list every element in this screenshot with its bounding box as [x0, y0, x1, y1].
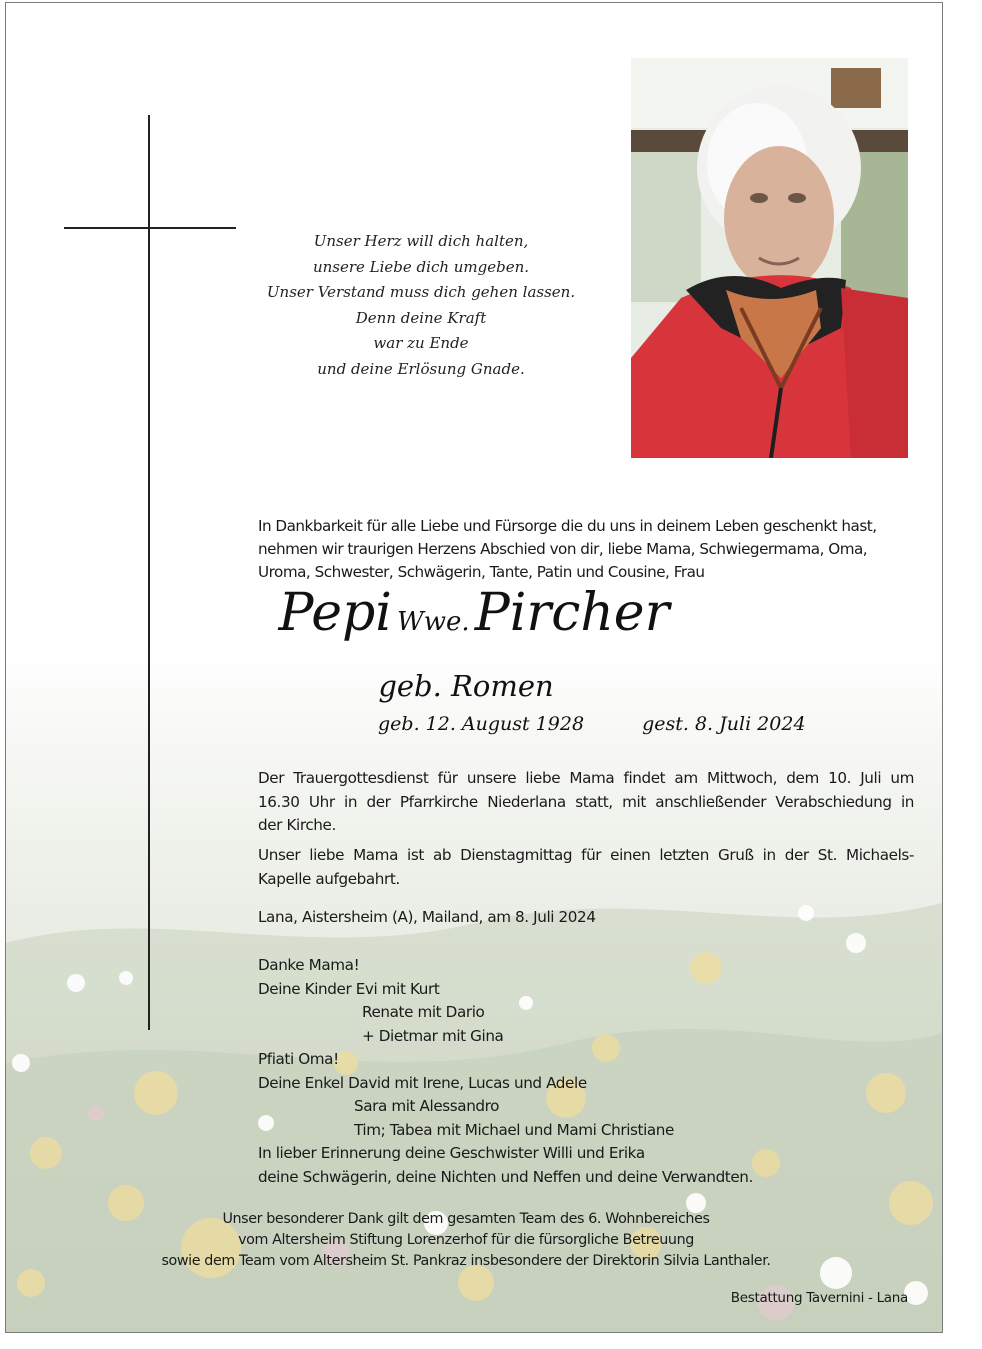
viewing-line: Unser liebe Mama ist ab Dienstagmittag für einen letzten Gruß in der St. Michaels-	[258, 846, 914, 864]
grandchildren-intro: Pfiati Oma!	[258, 1050, 339, 1068]
service-info	[258, 767, 914, 838]
intro-line: nehmen wir traurigen Herzens Abschied von dir, liebe Mama, Schwiegermama, Oma,	[258, 540, 868, 558]
intro-text	[258, 515, 918, 584]
grandchildren-label: Deine Enkel David mit Irene, Lucas und Adele	[258, 1073, 587, 1092]
grandchild-entry: Sara mit Alessandro	[354, 1097, 500, 1115]
intro-line: In Dankbarkeit für alle Liebe und Fürsorge die du uns in deinem Leben geschenkt hast,	[258, 517, 877, 535]
acknowledgement	[6, 1209, 926, 1272]
death-date: gest. 8. Juli 2024	[642, 713, 806, 735]
poem-line: war zu Ende	[373, 334, 469, 352]
viewing-line: Kapelle aufgebahrt.	[258, 869, 400, 888]
poem	[256, 229, 586, 382]
relatives-line: deine Schwägerin, deine Nichten und Neffen und deine Verwandten.	[258, 1167, 753, 1186]
service-line: 16.30 Uhr in der Pfarrkirche Niederlana statt, mit anschließender Verabschiedung in	[258, 792, 914, 811]
maiden-name: geb. Romen	[378, 669, 554, 703]
service-line: der Kirche.	[258, 816, 336, 834]
last-name: Pircher	[474, 583, 670, 643]
viewing-info	[258, 844, 914, 891]
poem-line: Denn deine Kraft	[355, 308, 487, 327]
obituary-page	[5, 2, 943, 1333]
deceased-name	[6, 583, 942, 643]
service-line: Der Trauergottesdienst für unsere liebe Mama findet am Mittwoch, dem 10. Juli um	[258, 769, 914, 787]
child-entry: Renate mit Dario	[362, 1003, 485, 1021]
cross-horizontal-bar	[64, 227, 236, 229]
life-dates	[378, 713, 806, 735]
mourners-list	[258, 954, 914, 1189]
poem-line: Unser Herz will dich halten,	[313, 232, 529, 250]
acknowledgement-line: sowie dem Team vom Altersheim St. Pankraz insbesondere der Direktorin Silvia Lanthaler.	[161, 1253, 771, 1269]
undertaker-credit: Bestattung Tavernini - Lana	[730, 1290, 908, 1306]
acknowledgement-line: Unser besonderer Dank gilt dem gesamten Team des 6. Wohnbereiches	[222, 1211, 710, 1227]
widow-title: Wwe.	[396, 607, 470, 637]
child-entry: + Dietmar mit Gina	[362, 1026, 504, 1045]
children-label: Deine Kinder Evi mit Kurt	[258, 979, 440, 998]
relatives-line: In lieber Erinnerung deine Geschwister Willi und Erika	[258, 1144, 645, 1162]
intro-line: Uroma, Schwester, Schwägerin, Tante, Patin und Cousine, Frau	[258, 563, 705, 581]
acknowledgement-line: vom Altersheim Stiftung Lorenzerhof für die fürsorgliche Betreuung	[238, 1232, 694, 1248]
cross-vertical-bar	[148, 115, 150, 1030]
birth-date: geb. 12. August 1928	[378, 713, 585, 735]
poem-line: Unser Verstand muss dich gehen lassen.	[266, 283, 576, 301]
children-intro: Danke Mama!	[258, 956, 360, 974]
poem-line: unsere Liebe dich umgeben.	[312, 257, 530, 276]
place-date: Lana, Aistersheim (A), Mailand, am 8. Juli 2024	[258, 908, 596, 926]
grandchild-entry: Tim; Tabea mit Michael und Mami Christiane	[354, 1120, 674, 1139]
poem-line: und deine Erlösung Gnade.	[317, 359, 525, 378]
first-name: Pepi	[278, 583, 392, 643]
portrait-photo	[631, 58, 908, 458]
